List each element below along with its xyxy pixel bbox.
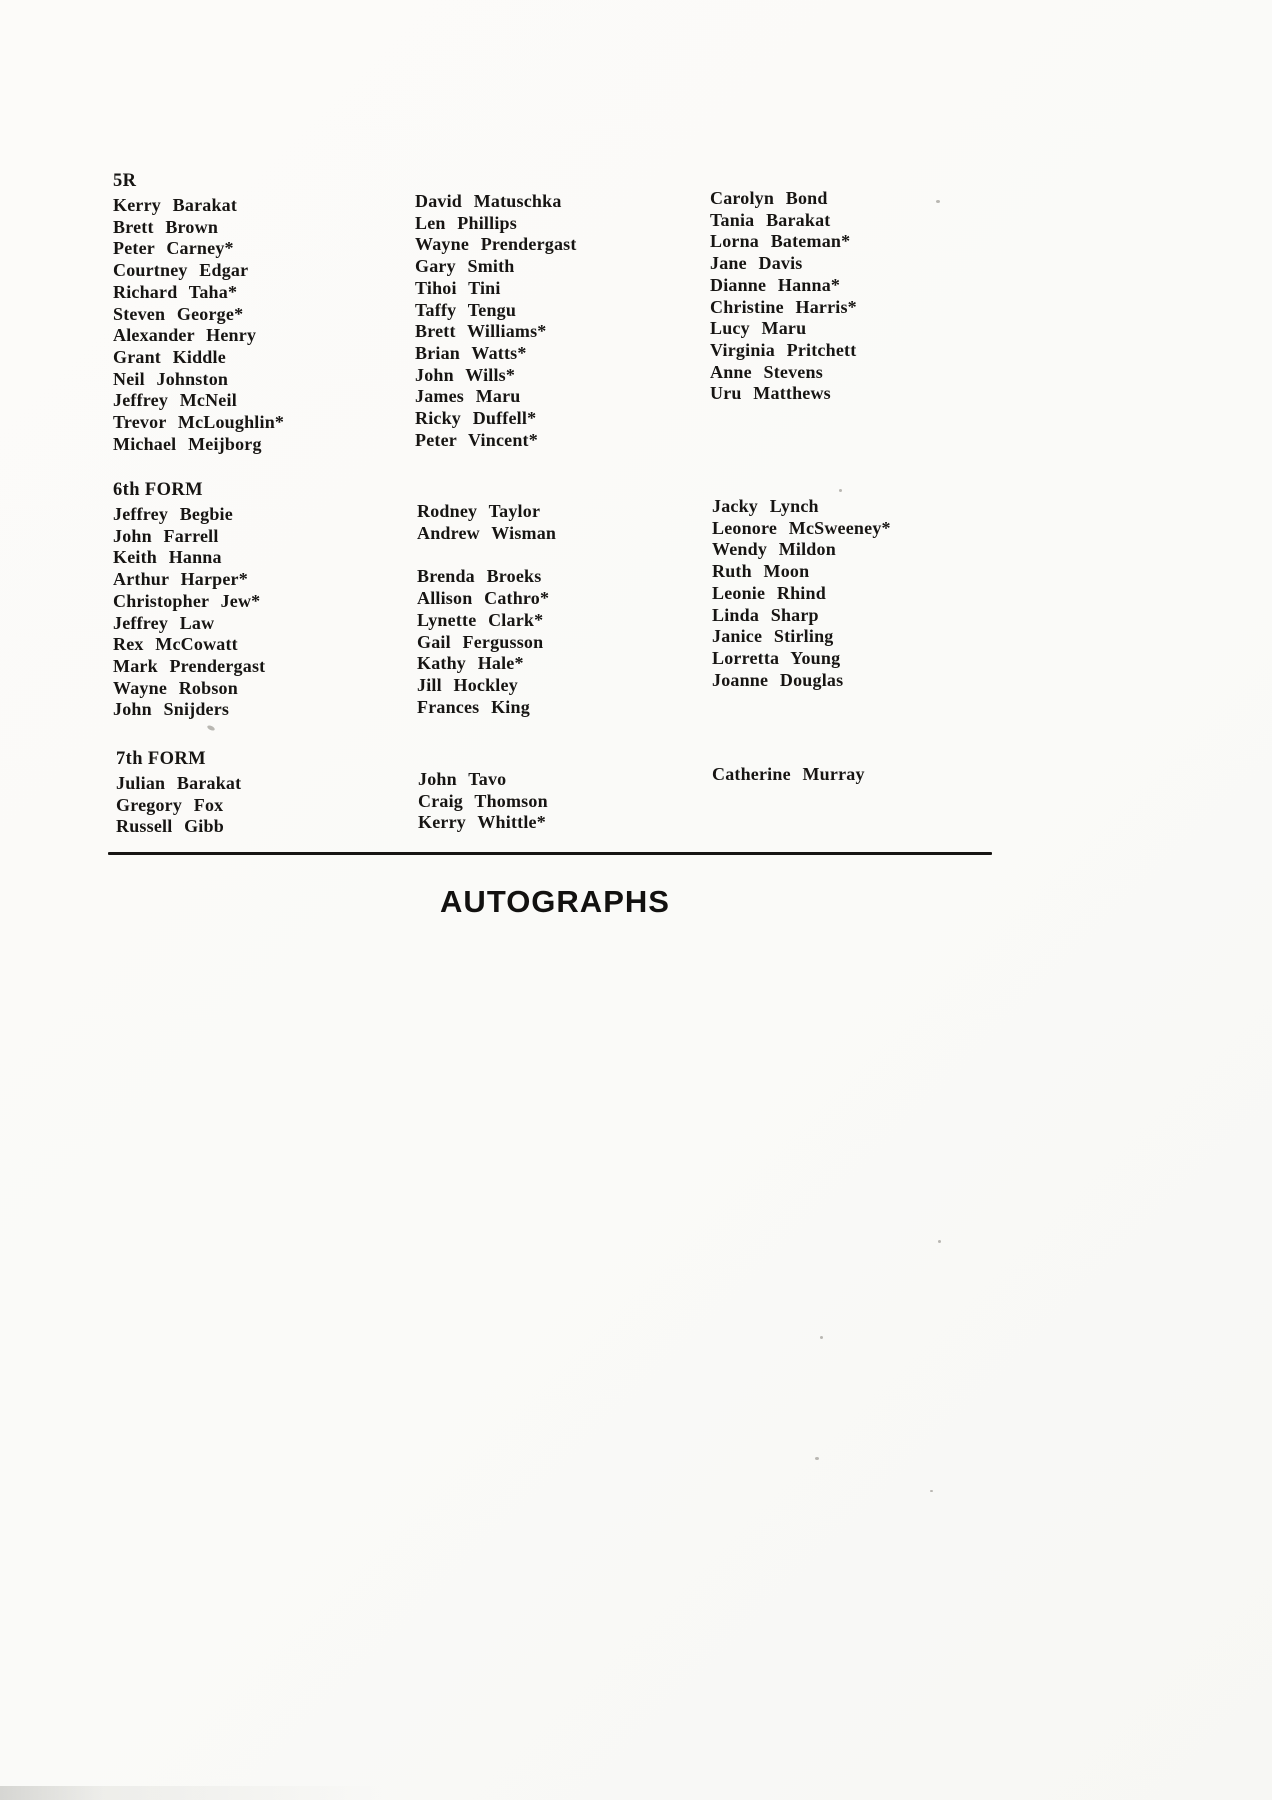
student-list-7th-col3: [712, 764, 865, 786]
person-name: Lorna Bateman*: [710, 231, 851, 252]
person-name: Trevor McLoughlin*: [113, 412, 285, 433]
scan-speck: [839, 489, 842, 492]
person-name: Christopher Jew*: [113, 590, 261, 611]
person-name: Leonie Rhind: [712, 582, 826, 603]
person-name: Richard Taha*: [113, 281, 238, 302]
person-name: Jane Davis: [710, 253, 803, 274]
person-name: Ruth Moon: [712, 561, 810, 582]
person-name: Andrew Wisman: [417, 522, 557, 543]
section-6th-form-column-3: [712, 496, 891, 691]
person-name: Uru Matthews: [710, 383, 831, 404]
student-list-6th-col3: [712, 496, 891, 691]
horizontal-rule: [108, 852, 992, 855]
student-list-7th-col1: [116, 773, 241, 838]
scan-speck: [930, 1490, 933, 1492]
scan-speck: [820, 1336, 823, 1339]
person-name: Anne Stevens: [710, 361, 823, 382]
person-name: Julian Barakat: [116, 773, 242, 793]
person-name: Leonore McSweeney*: [712, 517, 891, 538]
person-name: Catherine Murray: [712, 764, 865, 784]
person-name: Frances King: [417, 696, 530, 717]
person-name: Jeffrey McNeil: [113, 390, 237, 411]
person-name: Tihoi Tini: [415, 277, 501, 298]
person-name: Virginia Pritchett: [710, 339, 857, 360]
person-name: Lucy Maru: [710, 318, 807, 339]
section-heading-7th-form: 7th FORM: [116, 749, 207, 769]
section-heading-6th-form: 6th FORM: [113, 480, 204, 500]
person-name: Brian Watts*: [415, 342, 527, 363]
person-name: John Tavo: [418, 769, 507, 789]
person-name: Gail Fergusson: [417, 631, 544, 652]
person-name: Kathy Hale*: [417, 653, 524, 674]
person-name: Brett Brown: [113, 216, 219, 237]
person-name: Kerry Whittle*: [418, 812, 546, 833]
student-list-6th-col2b: [417, 566, 556, 718]
person-name: Taffy Tengu: [415, 299, 517, 320]
person-name: John Farrell: [113, 525, 219, 546]
student-list-5r-col3: [710, 188, 857, 405]
person-name: Dianne Hanna*: [710, 274, 841, 295]
person-name: Gary Smith: [415, 256, 515, 277]
person-name: Neil Johnston: [113, 368, 229, 389]
section-6th-form-column-1: [113, 479, 265, 721]
student-list-5r-col2: [415, 191, 577, 451]
person-name: Jeffrey Law: [113, 612, 215, 633]
person-name: Russell Gibb: [116, 816, 224, 837]
section-5r-column-1: [113, 170, 284, 455]
person-name: Len Phillips: [415, 212, 517, 233]
person-name: Rodney Taylor: [417, 501, 541, 521]
person-name: Brett Williams*: [415, 321, 547, 342]
person-name: Linda Sharp: [712, 604, 819, 625]
scan-speck: [207, 724, 216, 731]
person-name: Courtney Edgar: [113, 260, 249, 281]
person-name: John Snijders: [113, 699, 230, 720]
scanner-edge-shadow: [0, 1786, 1272, 1800]
scan-speck: [936, 200, 940, 203]
scan-speck: [815, 1457, 819, 1460]
student-list-6th-col2a: [417, 501, 556, 544]
person-name: Keith Hanna: [113, 547, 222, 568]
person-name: Rex McCowatt: [113, 634, 238, 655]
autographs-heading: AUTOGRAPHS: [440, 884, 670, 919]
person-name: David Matuschka: [415, 191, 562, 211]
person-name: Ricky Duffell*: [415, 408, 537, 429]
person-name: Kerry Barakat: [113, 195, 238, 215]
person-name: Brenda Broeks: [417, 566, 542, 587]
person-name: Peter Carney*: [113, 238, 234, 259]
person-name: Jill Hockley: [417, 674, 518, 695]
person-name: Carolyn Bond: [710, 188, 828, 208]
section-heading-5r: 5R: [113, 171, 137, 191]
person-name: Peter Vincent*: [415, 429, 538, 450]
person-name: Alexander Henry: [113, 325, 257, 346]
person-name: Craig Thomson: [418, 790, 548, 811]
person-name: Mark Prendergast: [113, 655, 266, 676]
student-list-7th-col2: [418, 769, 548, 834]
person-name: Grant Kiddle: [113, 346, 226, 367]
person-name: Jeffrey Begbie: [113, 504, 233, 524]
section-7th-form-column-1: [116, 748, 241, 838]
person-name: Wayne Prendergast: [415, 234, 577, 255]
person-name: Gregory Fox: [116, 794, 224, 815]
person-name: Arthur Harper*: [113, 569, 248, 590]
person-name: Lynette Clark*: [417, 609, 544, 630]
section-5r-column-2: [415, 191, 577, 451]
person-name: Michael Meijborg: [113, 433, 262, 454]
student-list-6th-col1: [113, 504, 265, 721]
section-6th-form-column-2: [417, 501, 556, 718]
person-name: Allison Cathro*: [417, 588, 550, 609]
section-5r-column-3: [710, 188, 857, 405]
section-7th-form-column-3: [712, 764, 865, 786]
person-name: Janice Stirling: [712, 626, 834, 647]
person-name: John Wills*: [415, 364, 516, 385]
person-name: Wayne Robson: [113, 677, 238, 698]
person-name: Lorretta Young: [712, 647, 841, 668]
person-name: Jacky Lynch: [712, 496, 819, 516]
person-name: Wendy Mildon: [712, 539, 836, 560]
section-7th-form-column-2: [418, 769, 548, 834]
person-name: Joanne Douglas: [712, 669, 844, 690]
person-name: Steven George*: [113, 303, 244, 324]
person-name: Tania Barakat: [710, 209, 831, 230]
scan-speck: [938, 1240, 941, 1243]
student-list-5r-col1: [113, 195, 284, 455]
person-name: Christine Harris*: [710, 296, 857, 317]
person-name: James Maru: [415, 386, 521, 407]
